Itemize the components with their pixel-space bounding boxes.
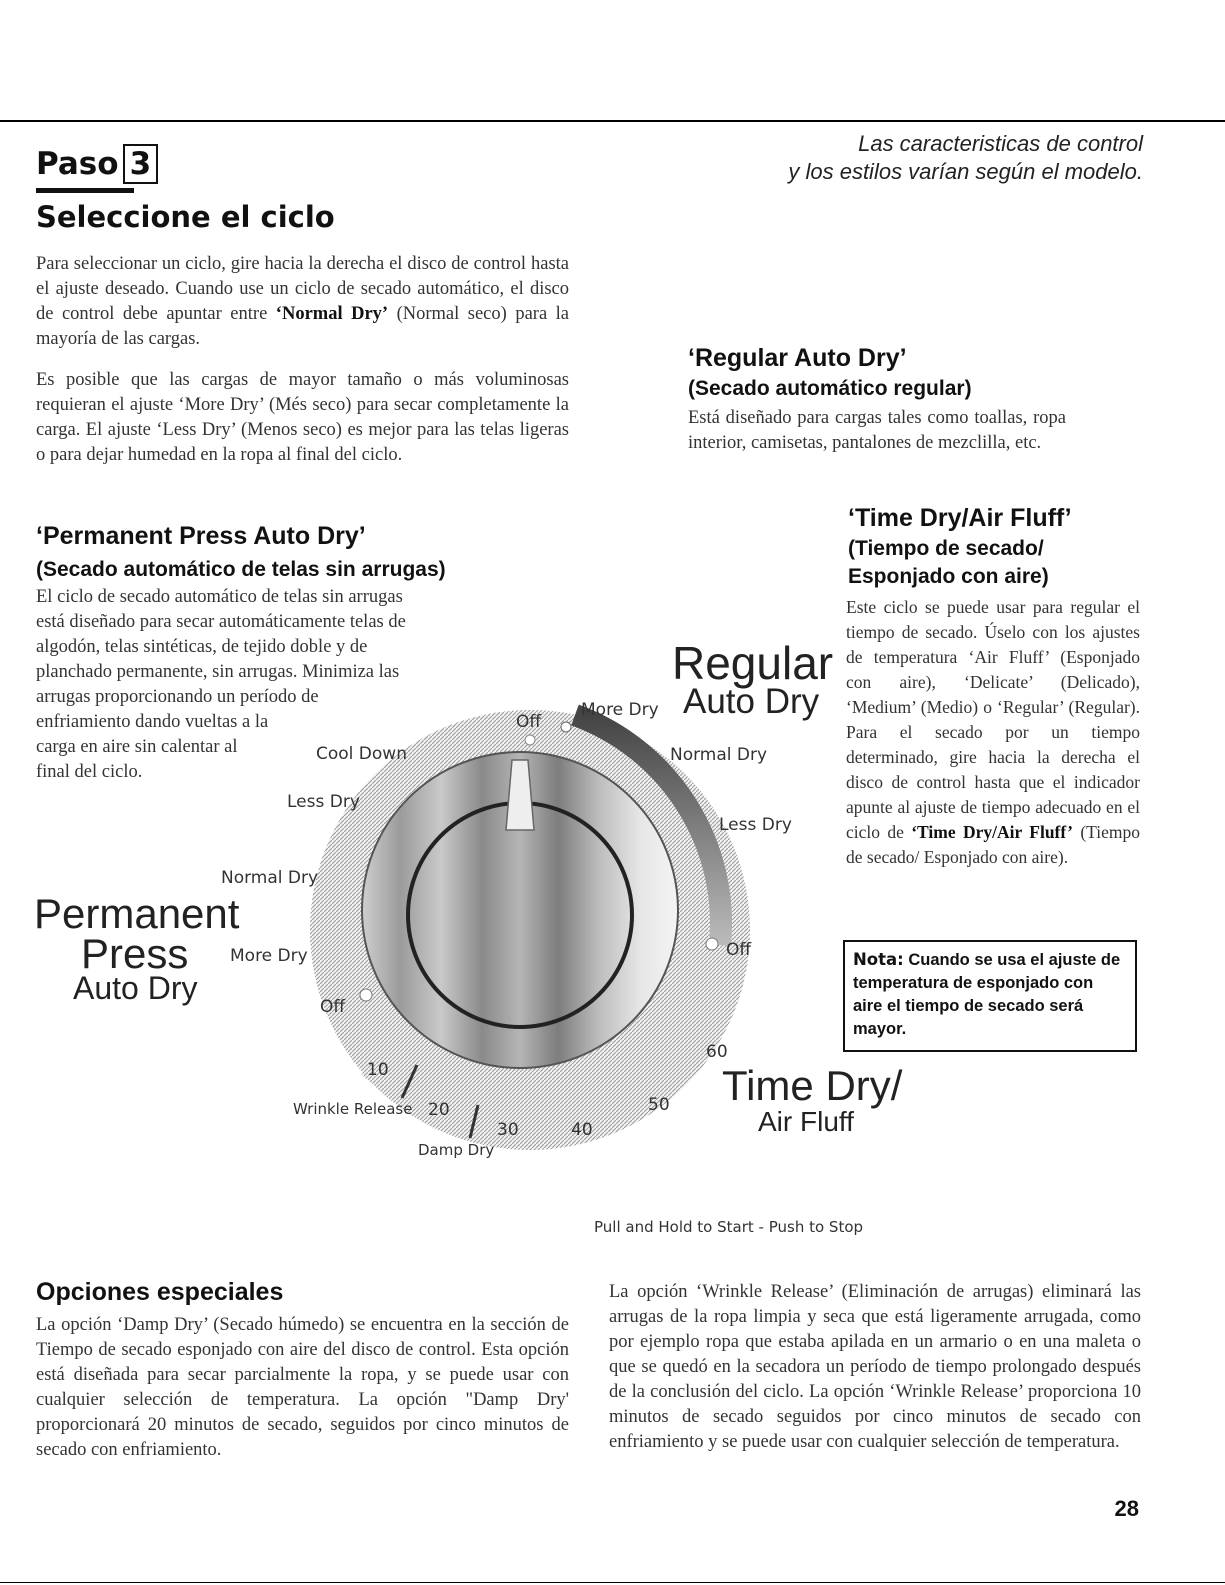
regular-auto-body: Está diseñado para cargas tales como toallas, ropa interior, camisetas, pantalones de mezclilla, etc. (688, 408, 1066, 453)
special-options-left-text: La opción ‘Damp Dry’ (Secado húmedo) se encuentra en la sección de Tiempo de secado esponjado con aire del disco de control. Esta opción está diseñada para secar parcialmente la ropa, y se puede usar con cualquier selección de temperatura. La opción "Damp Dry' proporcionará 20 minutos de secado, seguidos por cinco minutos de secado con enfriamiento. (36, 1315, 569, 1460)
bottom-rule (0, 1582, 1225, 1583)
label-less-dry-perm: Less Dry (287, 792, 360, 812)
time-dry-sub-label: Air Fluff (758, 1106, 854, 1137)
intro-p1-text-b: (Normal seco) para la mayoría de las cargas. (36, 304, 570, 349)
label-less-dry-regular: Less Dry (719, 815, 792, 835)
regular-sub-label: Auto Dry (683, 682, 820, 721)
step-number-box: 3 (123, 144, 159, 184)
intro-p1-text-a: Para seleccionar un ciclo, gire hacia la derecha el disco de control hasta el ajuste deseado. Cuando use un ciclo de secado automático, el disco de control debe apuntar entre (36, 254, 569, 324)
step-label: Paso (36, 146, 119, 182)
dial-caption: Pull and Hold to Start - Push to Stop (594, 1218, 864, 1236)
regular-auto-subtitle: (Secado automático regular) (688, 377, 972, 400)
label-cool-down: Cool Down (316, 744, 407, 764)
regular-auto-title: ‘Regular Auto Dry’ (688, 344, 907, 372)
regular-big-label: Regular (672, 637, 834, 689)
special-options-right-text: La opción ‘Wrinkle Release’ (Eliminación de arrugas) eliminará las arrugas de la ropa limpia y seca que está ligeramente arrugada, como por ejemplo ropa que estaba apilada en un armario o en una maleta o que se quedó en la secadora un período de tiempo prolongado después de la conclusión del ciclo. La opción ‘Wrinkle Release’ proporciona 10 minutos de secado seguidos por cinco minutos de secado con enfriamiento y se puede usar con cualquier selección de temperatura. (609, 1282, 1141, 1452)
perm-line: arrugas proporcionando un período de (36, 687, 319, 707)
perm-line: algodón, telas sintéticas, de tejido doble y de (36, 637, 368, 657)
label-time-10: 10 (367, 1060, 389, 1080)
perm-press-title: ‘Permanent Press Auto Dry’ (36, 522, 366, 550)
model-note-line2: y los estilos varían según el modelo. (788, 159, 1143, 184)
label-damp-dry: Damp Dry (418, 1141, 495, 1159)
label-normal-dry-regular: Normal Dry (670, 745, 768, 765)
time-dry-text-a: Este ciclo se puede usar para regular el tiempo de secado. Úselo con los ajustes de temperatura ‘Air Fluff’ (Esponjado con aire), ‘Delicate’ (Delicado), ‘Medium’ (Medio) o ‘Regular’ (Regular). Para el secado por un tiempo determinado, gire hacia la derecha el disco de control hasta que el indicador apunte al ajuste de tiempo adecuado en el ciclo de (846, 597, 1140, 842)
dot-off-right (706, 938, 718, 950)
perm-big-label-1: Permanent (34, 890, 240, 937)
note-label: Nota: (853, 950, 904, 969)
perm-line: carga en aire sin calentar al (36, 737, 238, 757)
time-dry-big-label: Time Dry/ (722, 1062, 903, 1109)
model-note-line1: Las caracteristicas de control (858, 131, 1143, 156)
label-time-30: 30 (497, 1120, 519, 1140)
label-more-dry-regular: More Dry (581, 700, 659, 720)
perm-line: final del ciclo. (36, 762, 143, 782)
time-dry-bold: ‘Time Dry/Air Fluff’ (911, 822, 1073, 842)
time-dry-subtitle-1: (Tiempo de secado/ (848, 537, 1044, 560)
label-time-60: 60 (706, 1042, 728, 1062)
intro-paragraph-2: Es posible que las cargas de mayor tamaño o más voluminosas requieran el ajuste ‘More Dry’ (Més seco) para secar completamente la carga. El ajuste ‘Less Dry’ (Menos seco) es mejor para las telas ligeras o para dejar humedad en la ropa al final del ciclo. (36, 370, 569, 465)
time-dry-title: ‘Time Dry/Air Fluff’ (848, 504, 1072, 532)
page-number: 28 (1114, 1496, 1139, 1521)
dot-off-left (360, 989, 372, 1001)
dot-more-dry (561, 722, 571, 732)
perm-line: planchado permanente, sin arrugas. Minimiza las (36, 662, 400, 682)
dot-off-top (525, 735, 535, 745)
label-off-top: Off (516, 712, 542, 732)
page-title: Seleccione el ciclo (36, 200, 335, 234)
label-time-40: 40 (571, 1120, 593, 1140)
time-dry-text-b: (Tiempo de secado/ Esponjado con aire). (846, 822, 1140, 867)
perm-line: enfriamiento dando vueltas a la (36, 712, 269, 732)
special-options-title: Opciones especiales (36, 1278, 284, 1306)
label-more-dry-perm: More Dry (230, 946, 308, 966)
note-text: Cuando se usa el ajuste de temperatura de esponjado con aire el tiempo de secado será mayor. (853, 951, 1121, 1038)
intro-p1-bold: ‘Normal Dry’ (275, 304, 389, 324)
label-wrinkle-release: Wrinkle Release (293, 1100, 413, 1118)
label-time-50: 50 (648, 1095, 670, 1115)
perm-sub-label: Auto Dry (73, 970, 198, 1006)
perm-press-subtitle: (Secado automático de telas sin arrugas) (36, 558, 446, 581)
label-off-regular: Off (726, 940, 752, 960)
perm-line: El ciclo de secado automático de telas sin arrugas (36, 587, 403, 607)
label-off-perm: Off (320, 997, 346, 1017)
time-dry-subtitle-2: Esponjado con aire) (848, 565, 1049, 588)
perm-line: está diseñado para secar automáticamente telas de (36, 612, 406, 632)
label-normal-dry-perm: Normal Dry (221, 868, 319, 888)
perm-big-label-2: Press (81, 930, 189, 977)
label-time-20: 20 (428, 1100, 450, 1120)
